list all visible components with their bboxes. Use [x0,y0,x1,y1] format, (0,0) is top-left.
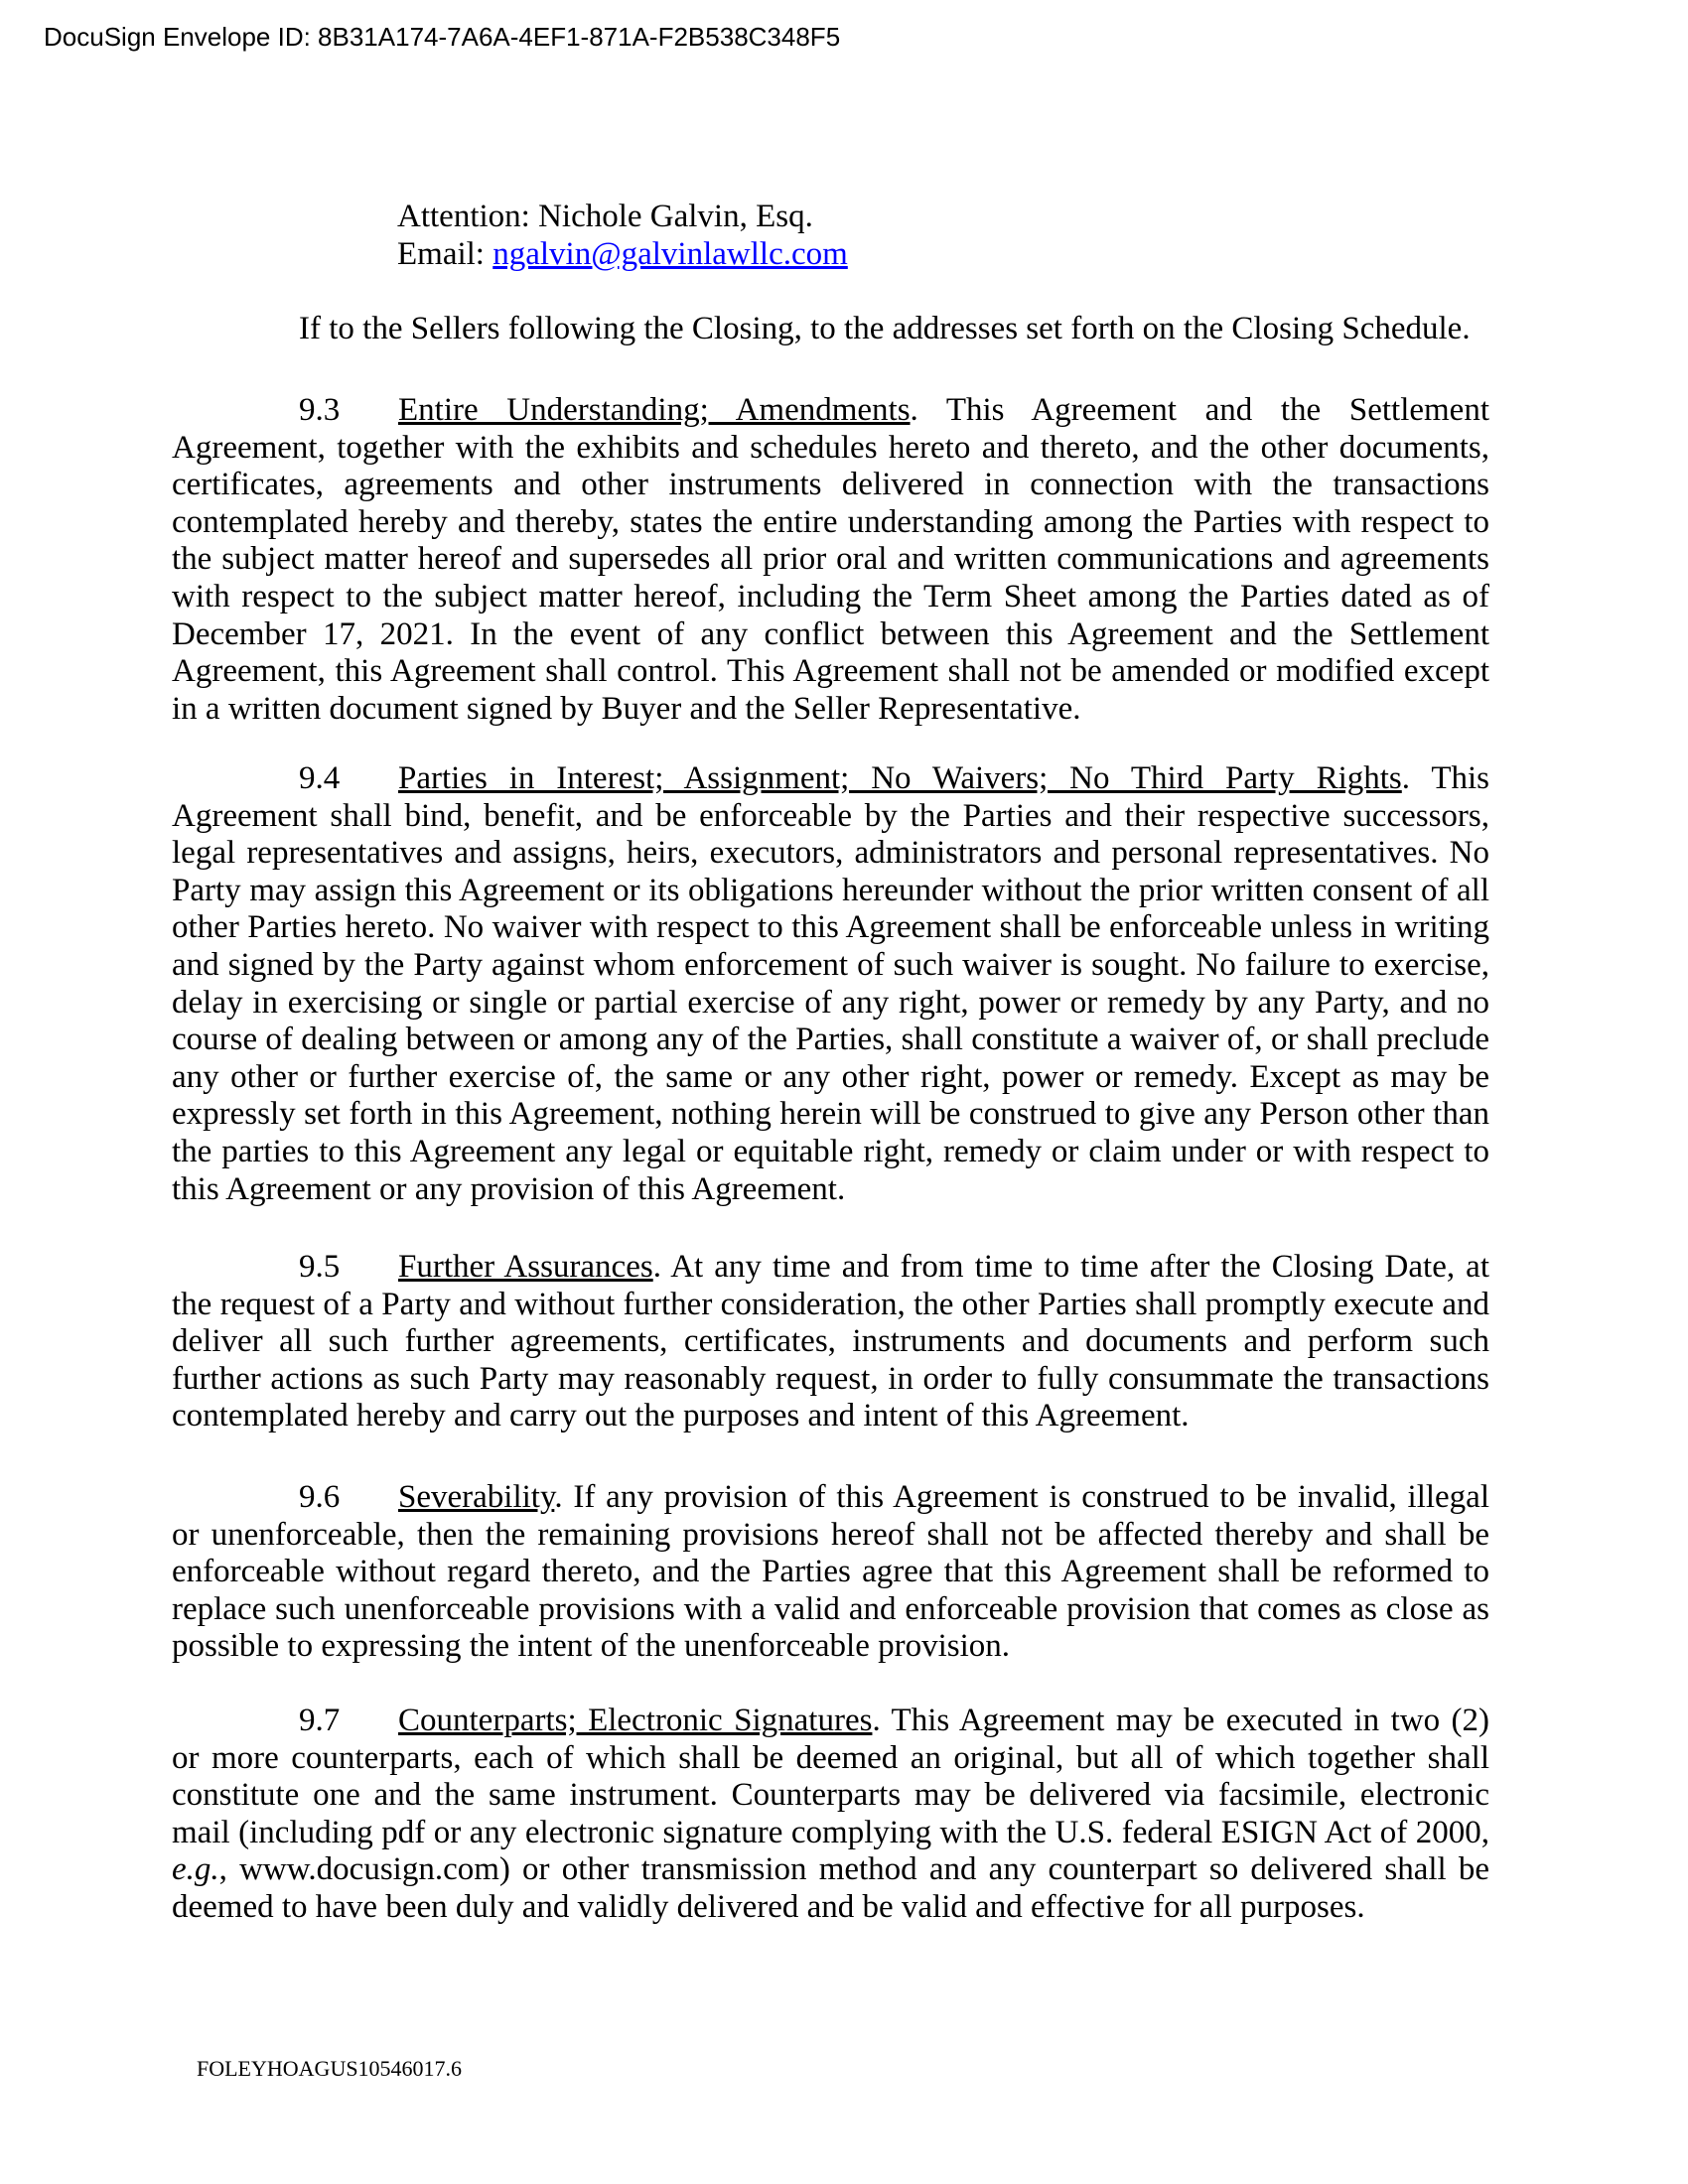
contact-block [397,199,848,273]
email-line [397,236,848,274]
section-body: . If any provision of this Agreement is construed to be invalid, illegal or unenforceable, then the remaining provisions hereof shall not be affected thereby and shall be enforceable without regard thereto, and the Parties agree that this Agreement shall be reformed to replace such unenforceable provisions with a valid and enforceable provision that comes as close as possible to expressing the intent of the unenforceable provision. [172,1479,1489,1665]
document-footer-id: FOLEYHOAGUS10546017.6 [197,2056,463,2081]
section-heading: Further Assurances [398,1249,653,1285]
email-label: Email: [397,235,493,272]
section-heading: Parties in Interest; Assignment; No Waivers; No Third Party Rights [398,760,1402,796]
section-number: 9.4 [299,760,341,796]
section-body-after-italic: , www.docusign.com) or other transmission method and any counterpart so delivered shall be deemed to have been duly and validly delivered and be valid and effective for all purposes. [172,1851,1489,1925]
intro-paragraph: If to the Sellers following the Closing, to the addresses set forth on the Closing Schedule. [299,311,1471,346]
section-number: 9.3 [299,392,341,428]
section-body: . This Agreement shall bind, benefit, and be enforceable by the Parties and their respective successors, legal representatives and assigns, heirs, executors, administrators and personal representatives. No Party may assign this Agreement or its obligations hereunder without the prior written consent of all other Parties hereto. No waiver with respect to this Agreement shall be enforceable unless in writing and signed by the Party against whom enforcement of such waiver is sought. No failure to exercise, delay in exercising or single or partial exercise of any right, power or remedy by any Party, and no course of dealing between or among any of the Parties, shall constitute a waiver of, or shall preclude any other or further exercise of, the same or any other right, power or remedy. Except as may be expressly set forth in this Agreement, nothing herein will be construed to give any Person other than the parties to this Agreement any legal or equitable right, remedy or claim under or with respect to this Agreement or any provision of this Agreement. [172,760,1489,1207]
section-heading: Severability [398,1479,555,1515]
section-heading: Counterparts; Electronic Signatures [398,1703,873,1738]
section-body: . At any time and from time to time after the Closing Date, at the request of a Party and without further consideration, the other Parties shall promptly execute and deliver all such further agreements, certificates, instruments and documents and perform such further actions as such Party may reasonably request, in order to fully consummate the transactions contemplated hereby and carry out the purposes and intent of this Agreement. [172,1249,1489,1434]
section-body: . This Agreement and the Settlement Agreement, together with the exhibits and schedules hereto and thereto, and the other documents, certificates, agreements and other instruments delivered in connection with the transactions contemplated hereby and thereby, states the entire understanding among the Parties with respect to the subject matter hereof and supersedes all prior oral and written communications and agreements with respect to the subject matter hereof, including the Term Sheet among the Parties dated as of December 17, 2021. In the event of any conflict between this Agreement and the Settlement Agreement, this Agreement shall control. This Agreement shall not be amended or modified except in a written document signed by Buyer and the Seller Representative. [172,392,1489,727]
section-number: 9.5 [299,1249,341,1285]
section-heading: Entire Understanding; Amendments [398,392,911,428]
section-number: 9.7 [299,1703,341,1738]
section-9-5-paragraph [172,1249,1489,1435]
section-9-7-paragraph [172,1703,1489,1927]
section-9-4-paragraph [172,760,1489,1208]
section-9-6-paragraph [172,1479,1489,1666]
attention-line: Attention: Nichole Galvin, Esq. [397,199,813,234]
email-link[interactable]: ngalvin@galvinlawllc.com [492,235,848,272]
section-body-before-italic: . This Agreement may be executed in two (2) or more counterparts, each of which shall be deemed an original, but all of which together shall constitute one and the same instrument. Counterparts may be delivered via facsimile, electronic mail (including pdf or any electronic signature complying with the U.S. federal ESIGN Act of 2000, [172,1703,1489,1850]
section-body-italic-eg: e.g. [172,1851,219,1888]
section-9-3-paragraph [172,392,1489,728]
section-number: 9.6 [299,1479,341,1515]
docusign-envelope-id: DocuSign Envelope ID: 8B31A174-7A6A-4EF1-871A-F2B538C348F5 [44,22,841,52]
